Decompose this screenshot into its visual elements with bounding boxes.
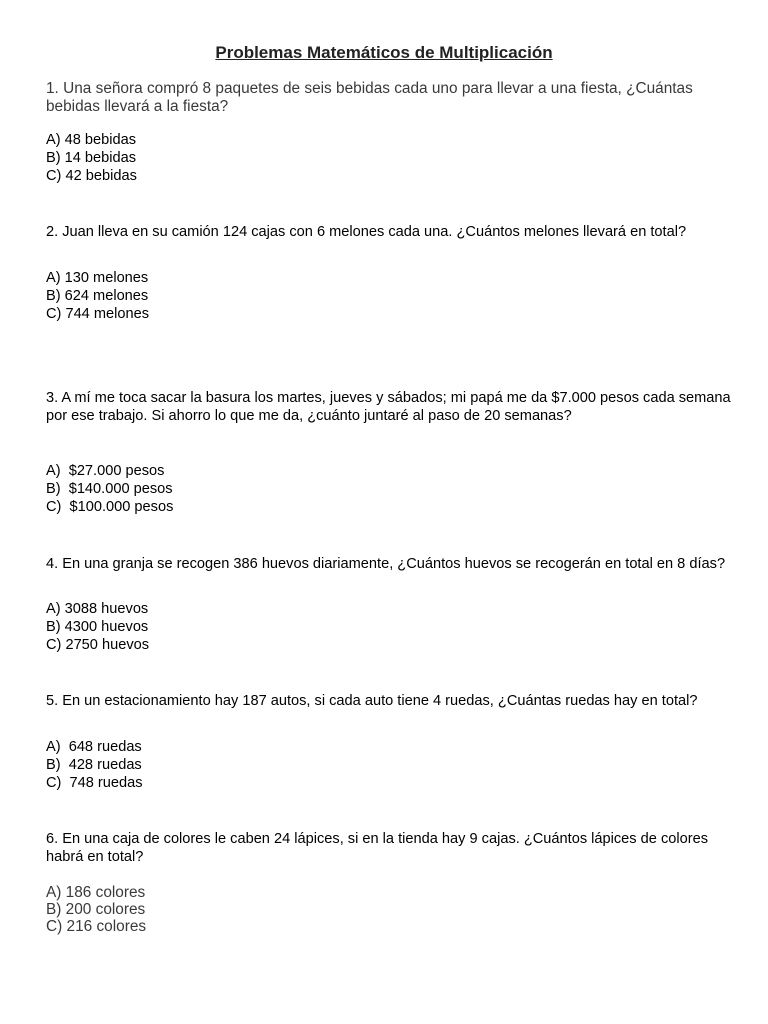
- option-1a: A) 48 bebidas: [46, 132, 137, 148]
- options-5: [46, 738, 143, 792]
- options-1: [46, 131, 137, 185]
- option-5c: C) 748 ruedas: [46, 775, 143, 791]
- option-1c: C) 42 bebidas: [46, 168, 137, 184]
- option-2a: A) 130 melones: [46, 270, 149, 286]
- question-5: 5. En un estacionamiento hay 187 autos, si cada auto tiene 4 ruedas, ¿Cuántas ruedas hay en total?: [46, 693, 698, 709]
- option-4b: B) 4300 huevos: [46, 619, 149, 635]
- option-2c: C) 744 melones: [46, 306, 150, 322]
- option-6a: A) 186 colores: [46, 884, 146, 901]
- options-3: [46, 462, 173, 516]
- question-2: 2. Juan lleva en su camión 124 cajas con 6 melones cada una. ¿Cuántos melones llevará en total?: [46, 224, 687, 240]
- option-6b: B) 200 colores: [46, 901, 146, 918]
- question-6: 6. En una caja de colores le caben 24 lápices, si en la tienda hay 9 cajas. ¿Cuántos lápices de colores habrá en total?: [46, 831, 708, 865]
- option-6c: C) 216 colores: [46, 918, 147, 935]
- option-5a: A) 648 ruedas: [46, 739, 142, 755]
- option-1b: B) 14 bebidas: [46, 150, 137, 166]
- options-2: [46, 269, 149, 323]
- options-4: [46, 600, 149, 654]
- option-3b: B) $140.000 pesos: [46, 481, 173, 497]
- question-3: 3. A mí me toca sacar la basura los martes, jueves y sábados; mi papá me da $7.000 pesos cada semana por ese trabajo. Si ahorro lo que me da, ¿cuánto juntaré al paso de 20 semanas?: [46, 390, 731, 424]
- question-1: 1. Una señora compró 8 paquetes de seis bebidas cada uno para llevar a una fiesta, ¿Cuántas bebidas llevará a la fiesta?: [46, 80, 693, 115]
- option-4a: A) 3088 huevos: [46, 601, 149, 617]
- options-6: [46, 884, 146, 935]
- option-4c: C) 2750 huevos: [46, 637, 150, 653]
- option-5b: B) 428 ruedas: [46, 757, 142, 773]
- page-title: Problemas Matemáticos de Multiplicación: [215, 43, 553, 62]
- question-4: 4. En una granja se recogen 386 huevos diariamente, ¿Cuántos huevos se recogerán en total en 8 días?: [46, 556, 726, 572]
- option-3c: C) $100.000 pesos: [46, 499, 174, 515]
- option-3a: A) $27.000 pesos: [46, 463, 165, 479]
- option-2b: B) 624 melones: [46, 288, 149, 304]
